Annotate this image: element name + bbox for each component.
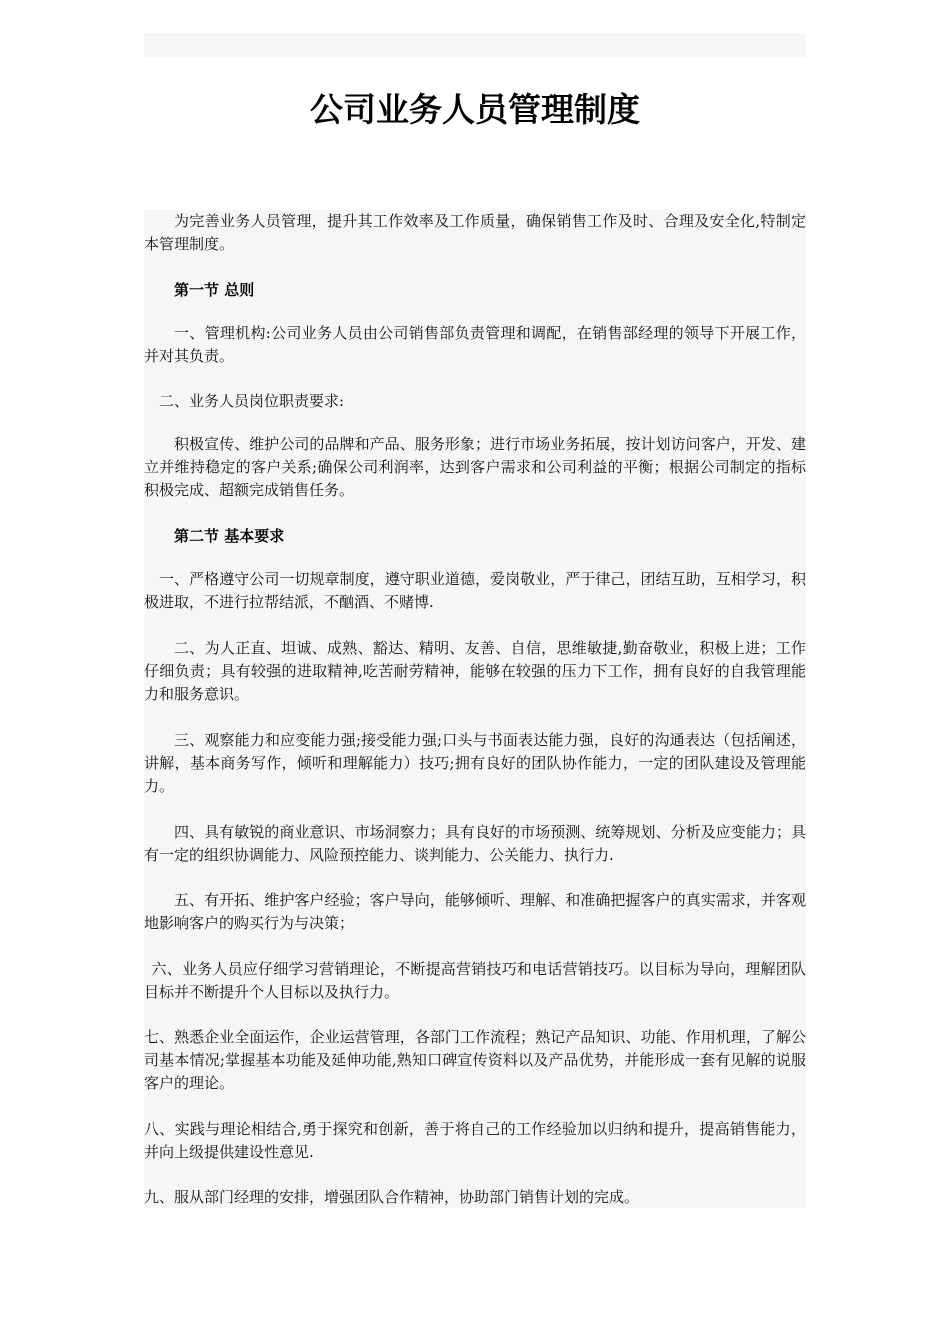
section-2-item: 九、服从部门经理的安排，增强团队合作精神，协助部门销售计划的完成。 bbox=[144, 1188, 640, 1206]
section-1-item: 二、业务人员岗位职责要求: bbox=[159, 392, 345, 410]
section-1-heading: 第一节 总则 bbox=[174, 281, 255, 299]
section-2-item: 七、熟悉企业全面运作，企业运营管理，各部门工作流程；熟记产品知识、功能、作用机理，了解公司基本情况;掌握基本功能及延伸功能,熟知口碑宣传资料以及产品优势，并能形成一套有见解的说服客户的理论。 bbox=[144, 1028, 806, 1092]
section-2-item: 二、为人正直、坦诚、成熟、豁达、精明、友善、自信，思维敏捷,勤奋敬业，积极上进；工作仔细负责；具有较强的进取精神,吃苦耐劳精神，能够在较强的压力下工作，拥有良好的自我管理能力和服务意识。 bbox=[144, 639, 806, 703]
section-2-item: 一、严格遵守公司一切规章制度，遵守职业道德，爱岗敬业，严于律己，团结互助，互相学习，积极进取，不进行拉帮结派，不酗酒、不赌博. bbox=[144, 570, 806, 611]
section-2-item: 五、有开拓、维护客户经验；客户导向，能够倾听、理解、和准确把握客户的真实需求，并客观地影响客户的购买行为与决策； bbox=[144, 891, 806, 932]
section-2-item: 六、业务人员应仔细学习营销理论，不断提高营销技巧和电话营销技巧。以目标为导向，理解团队目标并不断提升个人目标以及执行力。 bbox=[144, 960, 806, 1001]
section-2-item: 四、具有敏锐的商业意识、市场洞察力；具有良好的市场预测、统筹规划、分析及应变能力；具有一定的组织协调能力、风险预控能力、谈判能力、公关能力、执行力. bbox=[144, 823, 806, 864]
section-2-item: 三、观察能力和应变能力强;接受能力强;口头与书面表达能力强，良好的沟通表达（包括阐述，讲解，基本商务写作，倾听和理解能力）技巧;拥有良好的团队协作能力，一定的团队建设及管理能力。 bbox=[144, 731, 806, 795]
document-title: 公司业务人员管理制度 bbox=[310, 90, 640, 129]
section-2-heading: 第二节 基本要求 bbox=[174, 527, 285, 545]
intro-paragraph: 为完善业务人员管理，提升其工作效率及工作质量，确保销售工作及时、合理及安全化,特制定本管理制度。 bbox=[144, 212, 806, 253]
document-body bbox=[144, 210, 806, 1208]
section-1-item: 一、管理机构:公司业务人员由公司销售部负责管理和调配，在销售部经理的领导下开展工作，并对其负责。 bbox=[144, 324, 806, 365]
page-header-band bbox=[144, 33, 806, 57]
section-2-item: 八、实践与理论相结合,勇于探究和创新，善于将自己的工作经验加以归纳和提升，提高销售能力，并向上级提供建设性意见. bbox=[144, 1120, 806, 1161]
section-1-item: 积极宣传、维护公司的品牌和产品、服务形象；进行市场业务拓展，按计划访问客户，开发、建立并维持稳定的客户关系;确保公司利润率，达到客户需求和公司利益的平衡；根据公司制定的指标积极完成、超额完成销售任务。 bbox=[144, 435, 806, 499]
